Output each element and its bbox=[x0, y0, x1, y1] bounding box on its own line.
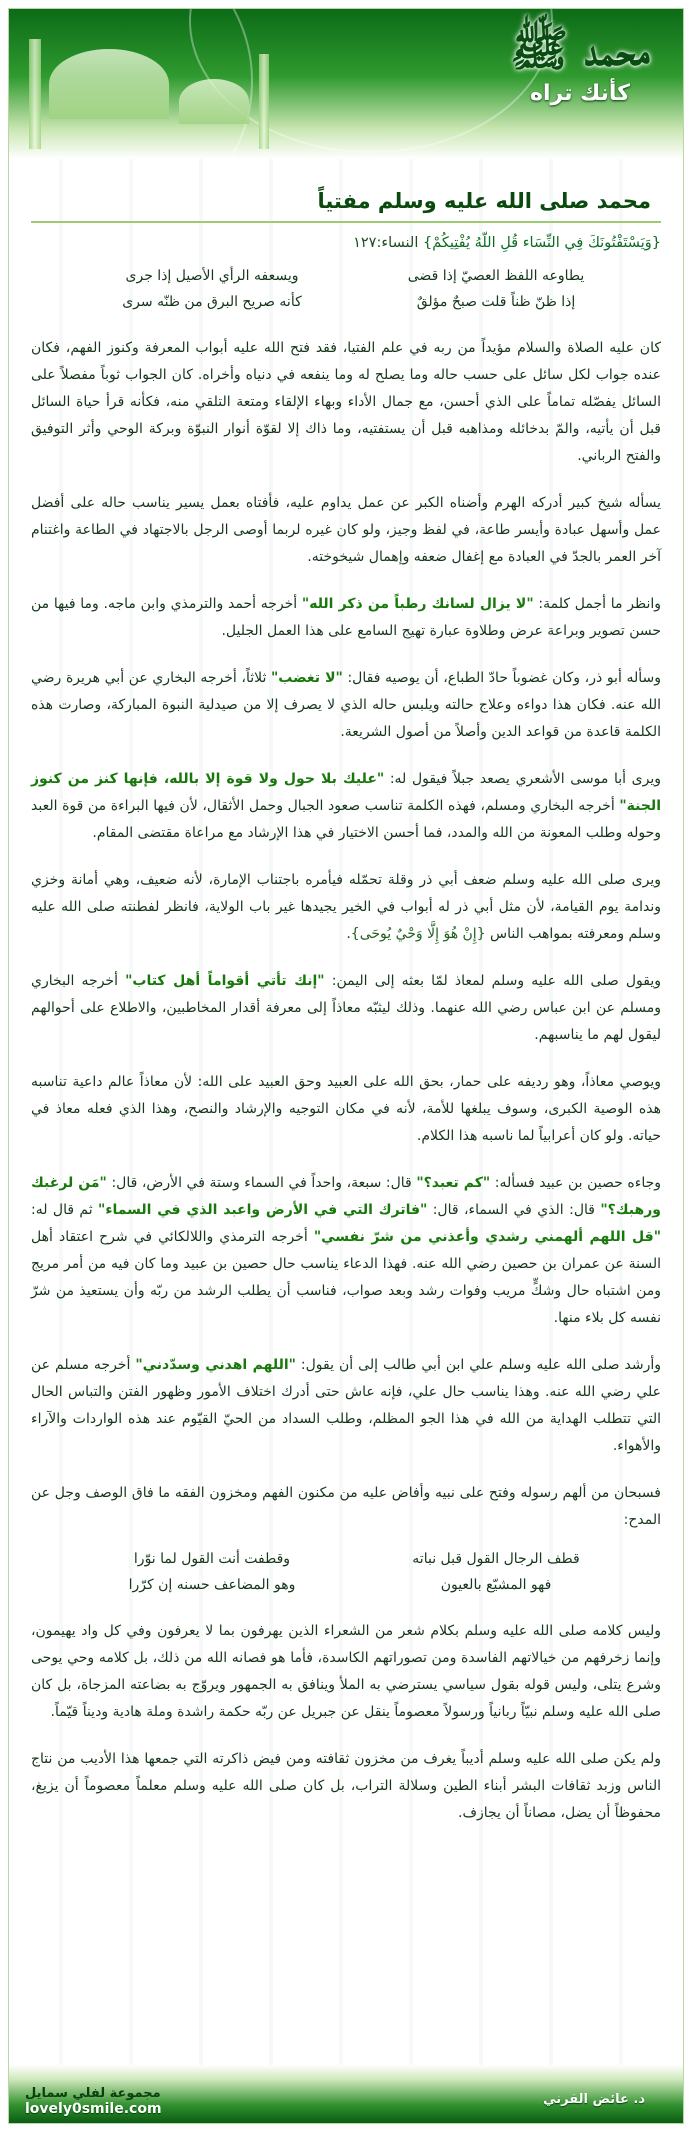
poem-hemistich: ويسعفه الرأي الأصيل إذا جرى bbox=[125, 268, 299, 284]
minaret-icon bbox=[259, 54, 269, 149]
paragraph-text: قال: سبعة، واحداً في السماء وستة في الأرض، قال: bbox=[106, 1175, 417, 1191]
poem-block bbox=[31, 1546, 661, 1598]
poem-hemistich: كأنه صريح البرق من ظنّه سرى bbox=[122, 294, 302, 310]
poem-hemistich: إذا ظنّ ظناً قلت صبحٌ مؤلقٌ bbox=[416, 294, 576, 310]
hadith-quote: "لا تغضب" bbox=[271, 670, 343, 686]
site-credit bbox=[25, 2086, 162, 2117]
paragraph-text: قال: الذي في السماء، قال: bbox=[427, 1202, 601, 1218]
paragraph: كان عليه الصلاة والسلام مؤيداً من ربه في علم الفتيا، فقد فتح الله عليه أبواب المعرفة وكنوز الفهم، فكان عنده جواب لكل سائل على حسب حاله وما يصلح له وما ينفعه في دنياه وأخراه. كان الجواب ثوباً مفصلاً على السائل يفصّله تماماً على الذي أحسن، مع جمال الأداء وبهاء الإلقاء ومتعة التلقي منه، فكأنه قرأ حياة السائل قبل أن يأتيه، والمّ بدخائله ومذاهبه قبل أن يستفتيه، وما ذاك إلا لقوّة أنوار النبوّة وبركة الوحي وأثر التوفيق والفتح الرباني. bbox=[31, 340, 661, 464]
paragraph bbox=[31, 1352, 661, 1460]
hadith-quote: "إنك تأتي أقواماً أهل كتاب" bbox=[125, 973, 325, 989]
verse-text: {وَيَسْتَفْتُونَكَ فِي النِّسَاء قُلِ اللّهُ يُفْتِيكُمْ} bbox=[422, 235, 661, 251]
quran-quote: {إِنْ هُوَ إِلَّا وَحْيٌ يُوحَى} bbox=[350, 926, 486, 942]
paragraph-text: أخرجه أحمد والترمذي وابن ماجه. وما فيها من حسن تصوير وبراعة عرض وطلاوة عبارة تهيج السامع على هذا العمل الجليل. bbox=[31, 596, 661, 639]
logo-name: محمد ﷺ bbox=[510, 21, 650, 77]
poem-row bbox=[31, 1546, 661, 1572]
paragraph: وليس كلامه صلى الله عليه وسلم بكلام شعر من الشعراء الذين يهرفون بما لا يعرفون وفي كل واد يهيمون، وإنما زخرفهم من خيالاتهم الفاسدة ومن تصوراتهم الكاسدة، فأما هو فصانه الله من ذلك، بل كلامه وحي يوحى وشرع يتلى، وليس قوله بقول سياسي يسترضي به الملأ وينافق به الجمهور ويروّج به بضاعته المزجاة، بل كان صلى الله عليه وسلم نبيّاً ربانياً ورسولاً معصوماً ينقل عن جبريل عن ربّه حكمة راشدة وملة هادية وديناً قيّماً. bbox=[31, 1623, 661, 1720]
paragraph bbox=[31, 1170, 661, 1332]
paragraph-text: أخرجه مسلم عن علي رضي الله عنه. وهذا يناسب حال علي، فإنه عاش حتى أدرك اختلاف الأمور وظهور الفتن والتباس الحال التي تتطلب الهداية من الله في هذا الجو المظلم، وطلب السداد من الحيّ القيّوم عند هذه الواردات والآراء والأهواء. bbox=[31, 1357, 661, 1454]
paragraph-text: وانظر ما أجمل كلمة: bbox=[533, 596, 661, 612]
hadith-quote: "اللهم اهدني وسدّدني" bbox=[135, 1357, 296, 1373]
hadith-quote: "فاترك التي في الأرض واعبد الذي في السماء" bbox=[98, 1202, 428, 1218]
credit-name: مجموعة لفلي سمايل bbox=[25, 2086, 161, 2101]
paragraph-text: ويرى صلى الله عليه وسلم ضعف أبي ذر وقلة تحمّله فيأمره باجتناب الإمارة، لأنه ضعيف، وهي أمانة وخزي وندامة يوم القيامة، لأن مثل أبي ذر له أبواب في الخير يجيدها غير باب الولاية، فانظر لفطنته صلى الله عليه وسلم ومعرفته بمواهب الناس bbox=[31, 872, 661, 942]
paragraph-text: ثلاثاً، أخرجه البخاري عن أبي هريرة رضي الله عنه. فكان هذا دواءه وعلاج حالته ويلبس حاله الذي لا يصرف إلا من صيدلية النبوة المباركة، وصارت هذه الكلمة قاعدة من قواعد الدين وأصلاً من أصول الشريعة. bbox=[31, 670, 661, 740]
paragraph-text: ويرى أبا موسى الأشعري يصعد جبلاً فيقول له: bbox=[384, 771, 661, 787]
quran-verse bbox=[31, 235, 661, 251]
author-name: د. عائض القرني bbox=[543, 2092, 645, 2107]
mosque-dome-icon bbox=[49, 49, 169, 119]
poem-block bbox=[31, 263, 661, 315]
page-title: محمد صلى الله عليه وسلم مفتياً bbox=[31, 189, 661, 223]
paragraph bbox=[31, 968, 661, 1049]
hadith-quote: "مَن لرغبك ورهبك؟" bbox=[31, 1175, 661, 1218]
hadith-quote: "عليك بلا حول ولا قوة إلا بالله، فإنها كنز من كنوز الجنة" bbox=[31, 771, 661, 814]
paragraph bbox=[31, 591, 661, 645]
paragraph bbox=[31, 766, 661, 847]
article bbox=[31, 167, 661, 1827]
paragraph-text: أخرجه الترمذي واللالكائي في شرح اعتقاد أهل السنة عن عمران بن حصين رضي الله عنه. فهذا الدعاء يناسب حال حصين بن عبيد وما كان فيه من أمر مريج ومن اشتباه حال وشكٍّ مريب وفوات رشد وبعد صواب، فناسب أن يطلب الرشد من ربّه وأن يستعيذ من شرّ نفسه كل بلاء منها. bbox=[31, 1229, 661, 1326]
poem-hemistich: فهو المشيّع بالعيون bbox=[440, 1577, 552, 1593]
paragraph-text: وأرشد صلى الله عليه وسلم علي ابن أبي طالب إلى أن يقول: bbox=[295, 1357, 661, 1373]
mosque-dome-icon bbox=[179, 79, 249, 124]
hadith-quote: "قل اللهم ألهمني رشدي وأعذني من شرّ نفسي" bbox=[313, 1229, 661, 1245]
paragraph-text: ويقول صلى الله عليه وسلم لمعاذ لمّا بعثه إلى اليمن: bbox=[324, 973, 661, 989]
poem-hemistich: وهو المضاعف حسنه إن كرّرا bbox=[128, 1577, 296, 1593]
hadith-quote: "كم تعبد؟" bbox=[416, 1175, 491, 1191]
paragraph: ويوصي معاذاً، وهو رديفه على حمار، بحق الله على العبيد وحق العبيد على الله: لأن معاذاً عالم داعية تناسبه هذه الوصية الكبرى، وسوف يبلغها للأمة، لأنه في مكان التوجيه والإرشاد والنصح، وهذا الذي فعله معاذ في حياته. ولو كان أعرابياً لما ناسبه هذا الكلام. bbox=[31, 1074, 661, 1144]
paragraph bbox=[31, 867, 661, 948]
paragraph-text: . bbox=[346, 926, 351, 942]
poem-row bbox=[31, 289, 661, 315]
poem-row bbox=[31, 263, 661, 289]
poem-hemistich: قطف الرجال القول قبل نباته bbox=[412, 1551, 580, 1567]
page-frame bbox=[8, 8, 684, 2124]
paragraph: ولم يكن صلى الله عليه وسلم أديباً يغرف من مخزون ثقافته ومن فيض ذاكرته التي جمعها هذا الأديب من نتاج الناس وزبد ثقافات البشر أبناء الطين وسلالة التراب، بل كان صلى الله عليه وسلم معلماً معصوماً أن يزيغ، محفوظاً أن يضل، مصاناً أن يجازف. bbox=[31, 1751, 661, 1821]
minaret-icon bbox=[29, 39, 41, 149]
paragraph: فسبحان من ألهم رسوله وفتح على نبيه وأفاض عليه من مكنون الفهم ومخزون الفقه ما فاق الوصف وجل عن المدح: bbox=[31, 1485, 661, 1528]
poem-hemistich: وقطفت أنت القول لما نوّرا bbox=[133, 1551, 291, 1567]
site-logo bbox=[495, 19, 665, 124]
poem-hemistich: يطاوعه اللفظ العصيّ إذا قضى bbox=[407, 268, 585, 284]
paragraph-text: ثم قال له: bbox=[31, 1202, 99, 1218]
paragraph: يسأله شيخ كبير أدركه الهرم وأضناه الكبر عن عمل يداوم عليه، فأفتاه بعمل يسير يناسب حاله على أفضل عمل وأسهل عبادة وأيسر طاعة، في لفظ وجيز، ولو كان غيره لربما أوصى الرجل بالاجتهاد في الطاعة واغتنام آخر العمر بالجدّ في العبادة مع إغفال ضعفه وإهمال شيخوخته. bbox=[31, 495, 661, 565]
logo-subtitle: كأنك تراه bbox=[530, 81, 630, 106]
credit-link[interactable]: lovely0smile.com bbox=[25, 2101, 162, 2117]
header-banner bbox=[9, 9, 684, 159]
paragraph bbox=[31, 665, 661, 746]
hadith-quote: "لا يزال لسانك رطباً من ذكر الله" bbox=[301, 596, 534, 612]
paragraph-text: أخرجه البخاري ومسلم عن ابن عباس رضي الله عنهما. وذلك ليثبّه معاذاً إلى معرفة أقدار المخاطبين، والاطلاع على أحوالهم ليقول لهم ما يناسبهم. bbox=[31, 973, 661, 1043]
paragraph-text: أخرجه البخاري ومسلم، فهذه الكلمة تناسب صعود الجبال وحمل الأثقال، لأن فيها البراءة من قوة العبد وحوله وطلب المعونة من الله والمدد، فما أحسن الاختيار في هذا الإرشاد مع مراعاة مقتضى المقام. bbox=[31, 798, 661, 841]
verse-reference: النساء:١٢٧ bbox=[353, 235, 419, 251]
paragraph-text: وسأله أبو ذر، وكان غضوباً حادّ الطباع، أن يوصيه فقال: bbox=[342, 670, 661, 686]
paragraph-text: وجاءه حصين بن عبيد فسأله: bbox=[490, 1175, 661, 1191]
footer-banner bbox=[9, 2065, 684, 2123]
poem-row bbox=[31, 1572, 661, 1598]
